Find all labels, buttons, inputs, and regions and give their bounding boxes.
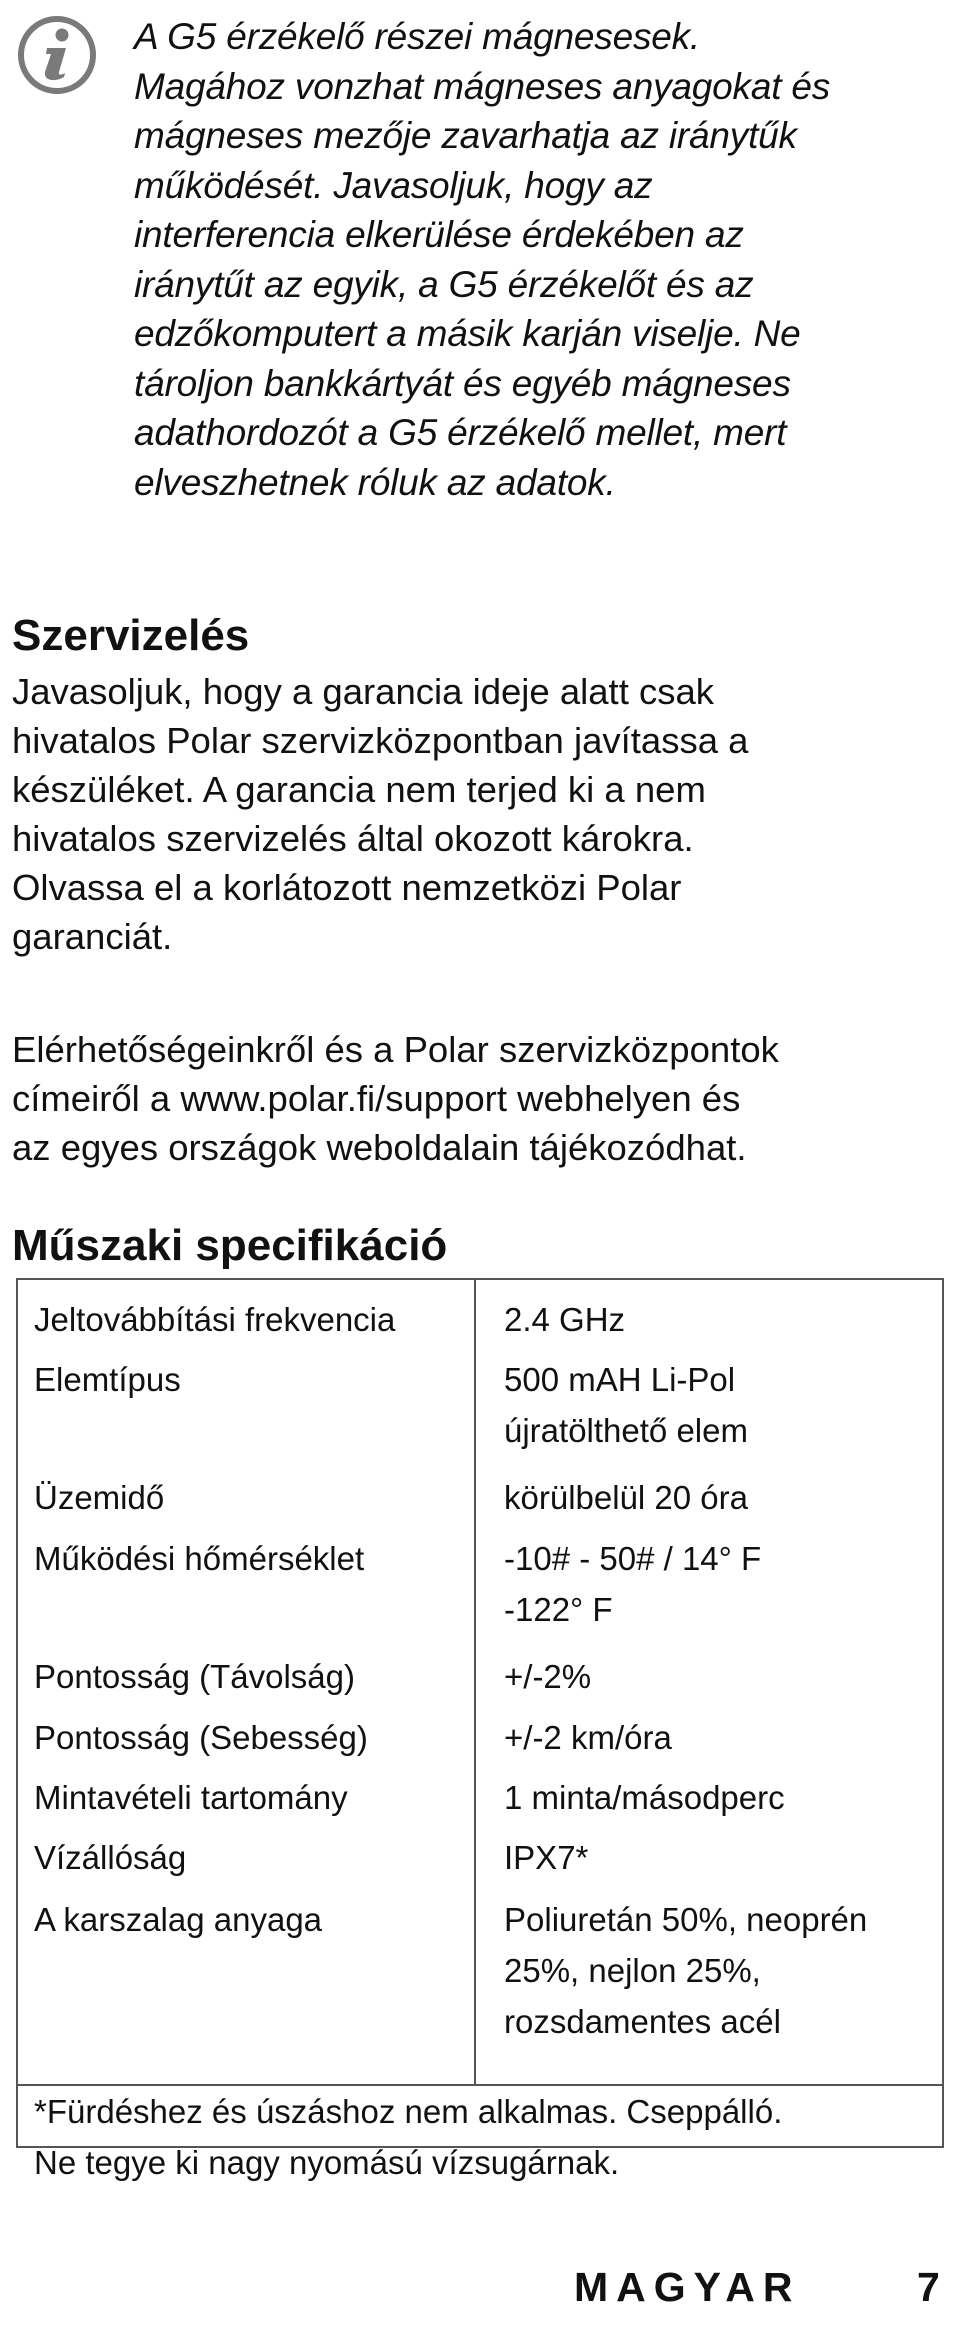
service-paragraph-contact bbox=[12, 1025, 952, 1172]
note-line: elveszhetnek róluk az adatok. bbox=[134, 461, 616, 503]
footer-language: MAGYAR bbox=[574, 2264, 801, 2310]
paragraph-line: hivatalos szervizelés által okozott károkra. bbox=[12, 818, 694, 859]
spec-value: 25%, nejlon 25%, bbox=[504, 1952, 761, 1989]
info-icon bbox=[16, 14, 98, 96]
spec-value: újratölthető elem bbox=[504, 1412, 748, 1449]
paragraph-line: hivatalos Polar szervizközpontban javítassa a bbox=[12, 720, 749, 761]
note-line: tároljon bankkártyát és egyéb mágneses bbox=[134, 362, 791, 404]
note-line: mágneses mezője zavarhatja az iránytűk bbox=[134, 115, 797, 156]
paragraph-line: címeiről a www.polar.fi/support webhelyen és bbox=[12, 1078, 741, 1119]
paragraph-line: készüléket. A garancia nem terjed ki a nem bbox=[12, 769, 706, 810]
paragraph-line: Olvassa el a korlátozott nemzetközi Polar bbox=[12, 867, 682, 908]
paragraph-line: Elérhetőségeinkről és a Polar szervizközpontok bbox=[12, 1029, 779, 1070]
spec-value: rozsdamentes acél bbox=[504, 2003, 781, 2040]
spec-value: 500 mAH Li-Pol bbox=[504, 1361, 736, 1398]
note-line: interferencia elkerülése érdekében az bbox=[134, 214, 744, 255]
note-line: edzőkomputert a másik karján viselje. Ne bbox=[134, 313, 801, 354]
spec-label: Vízállóság bbox=[34, 1839, 187, 1876]
column-divider bbox=[474, 1280, 476, 2086]
note-line: adathordozót a G5 érzékelő mellet, mert bbox=[134, 412, 787, 453]
spec-value: -122° F bbox=[504, 1591, 613, 1628]
specs-footnote bbox=[34, 2086, 782, 2188]
spec-label: Üzemidő bbox=[34, 1479, 165, 1516]
paragraph-line: Javasoljuk, hogy a garancia ideje alatt csak bbox=[12, 671, 715, 712]
note-line: Magához vonzhat mágneses anyagokat és bbox=[134, 65, 831, 107]
note-line: működését. Javasoljuk, hogy az bbox=[134, 164, 653, 206]
spec-label: Elemtípus bbox=[34, 1361, 181, 1398]
note-line: A G5 érzékelő részei mágnesesek. bbox=[134, 16, 700, 57]
spec-value: Poliuretán 50%, neoprén bbox=[504, 1901, 868, 1938]
spec-value: +/-2% bbox=[504, 1658, 592, 1695]
spec-value: 2.4 GHz bbox=[504, 1301, 626, 1338]
service-paragraph-warranty bbox=[12, 667, 952, 961]
spec-label: Működési hőmérséklet bbox=[34, 1540, 365, 1577]
spec-value: IPX7* bbox=[504, 1839, 589, 1876]
note-line: iránytűt az egyik, a G5 érzékelőt és az bbox=[134, 263, 754, 305]
footnote-line: *Fürdéshez és úszáshoz nem alkalmas. Cseppálló. bbox=[34, 2093, 783, 2130]
paragraph-line: garanciát. bbox=[12, 916, 173, 957]
spec-label: A karszalag anyaga bbox=[34, 1901, 323, 1938]
spec-label: Mintavételi tartomány bbox=[34, 1779, 348, 1816]
spec-value: -10# - 50# / 14° F bbox=[504, 1540, 762, 1577]
spec-label: Pontosság (Sebesség) bbox=[34, 1719, 368, 1756]
service-heading: Szervizelés bbox=[12, 611, 250, 660]
page-number: 7 bbox=[917, 2264, 940, 2310]
spec-value: körülbelül 20 óra bbox=[504, 1479, 748, 1516]
spec-label: Jeltovábbítási frekvencia bbox=[34, 1301, 396, 1338]
footnote-line: Ne tegye ki nagy nyomású vízsugárnak. bbox=[34, 2144, 620, 2181]
paragraph-line: az egyes országok weboldalain tájékozódhat. bbox=[12, 1127, 747, 1168]
magnet-warning-note bbox=[134, 12, 934, 507]
spec-value: 1 minta/másodperc bbox=[504, 1779, 785, 1816]
spec-label: Pontosság (Távolság) bbox=[34, 1658, 355, 1695]
specs-heading: Műszaki specifikáció bbox=[12, 1221, 448, 1270]
specs-table bbox=[16, 1278, 944, 2181]
spec-value: +/-2 km/óra bbox=[504, 1719, 672, 1756]
